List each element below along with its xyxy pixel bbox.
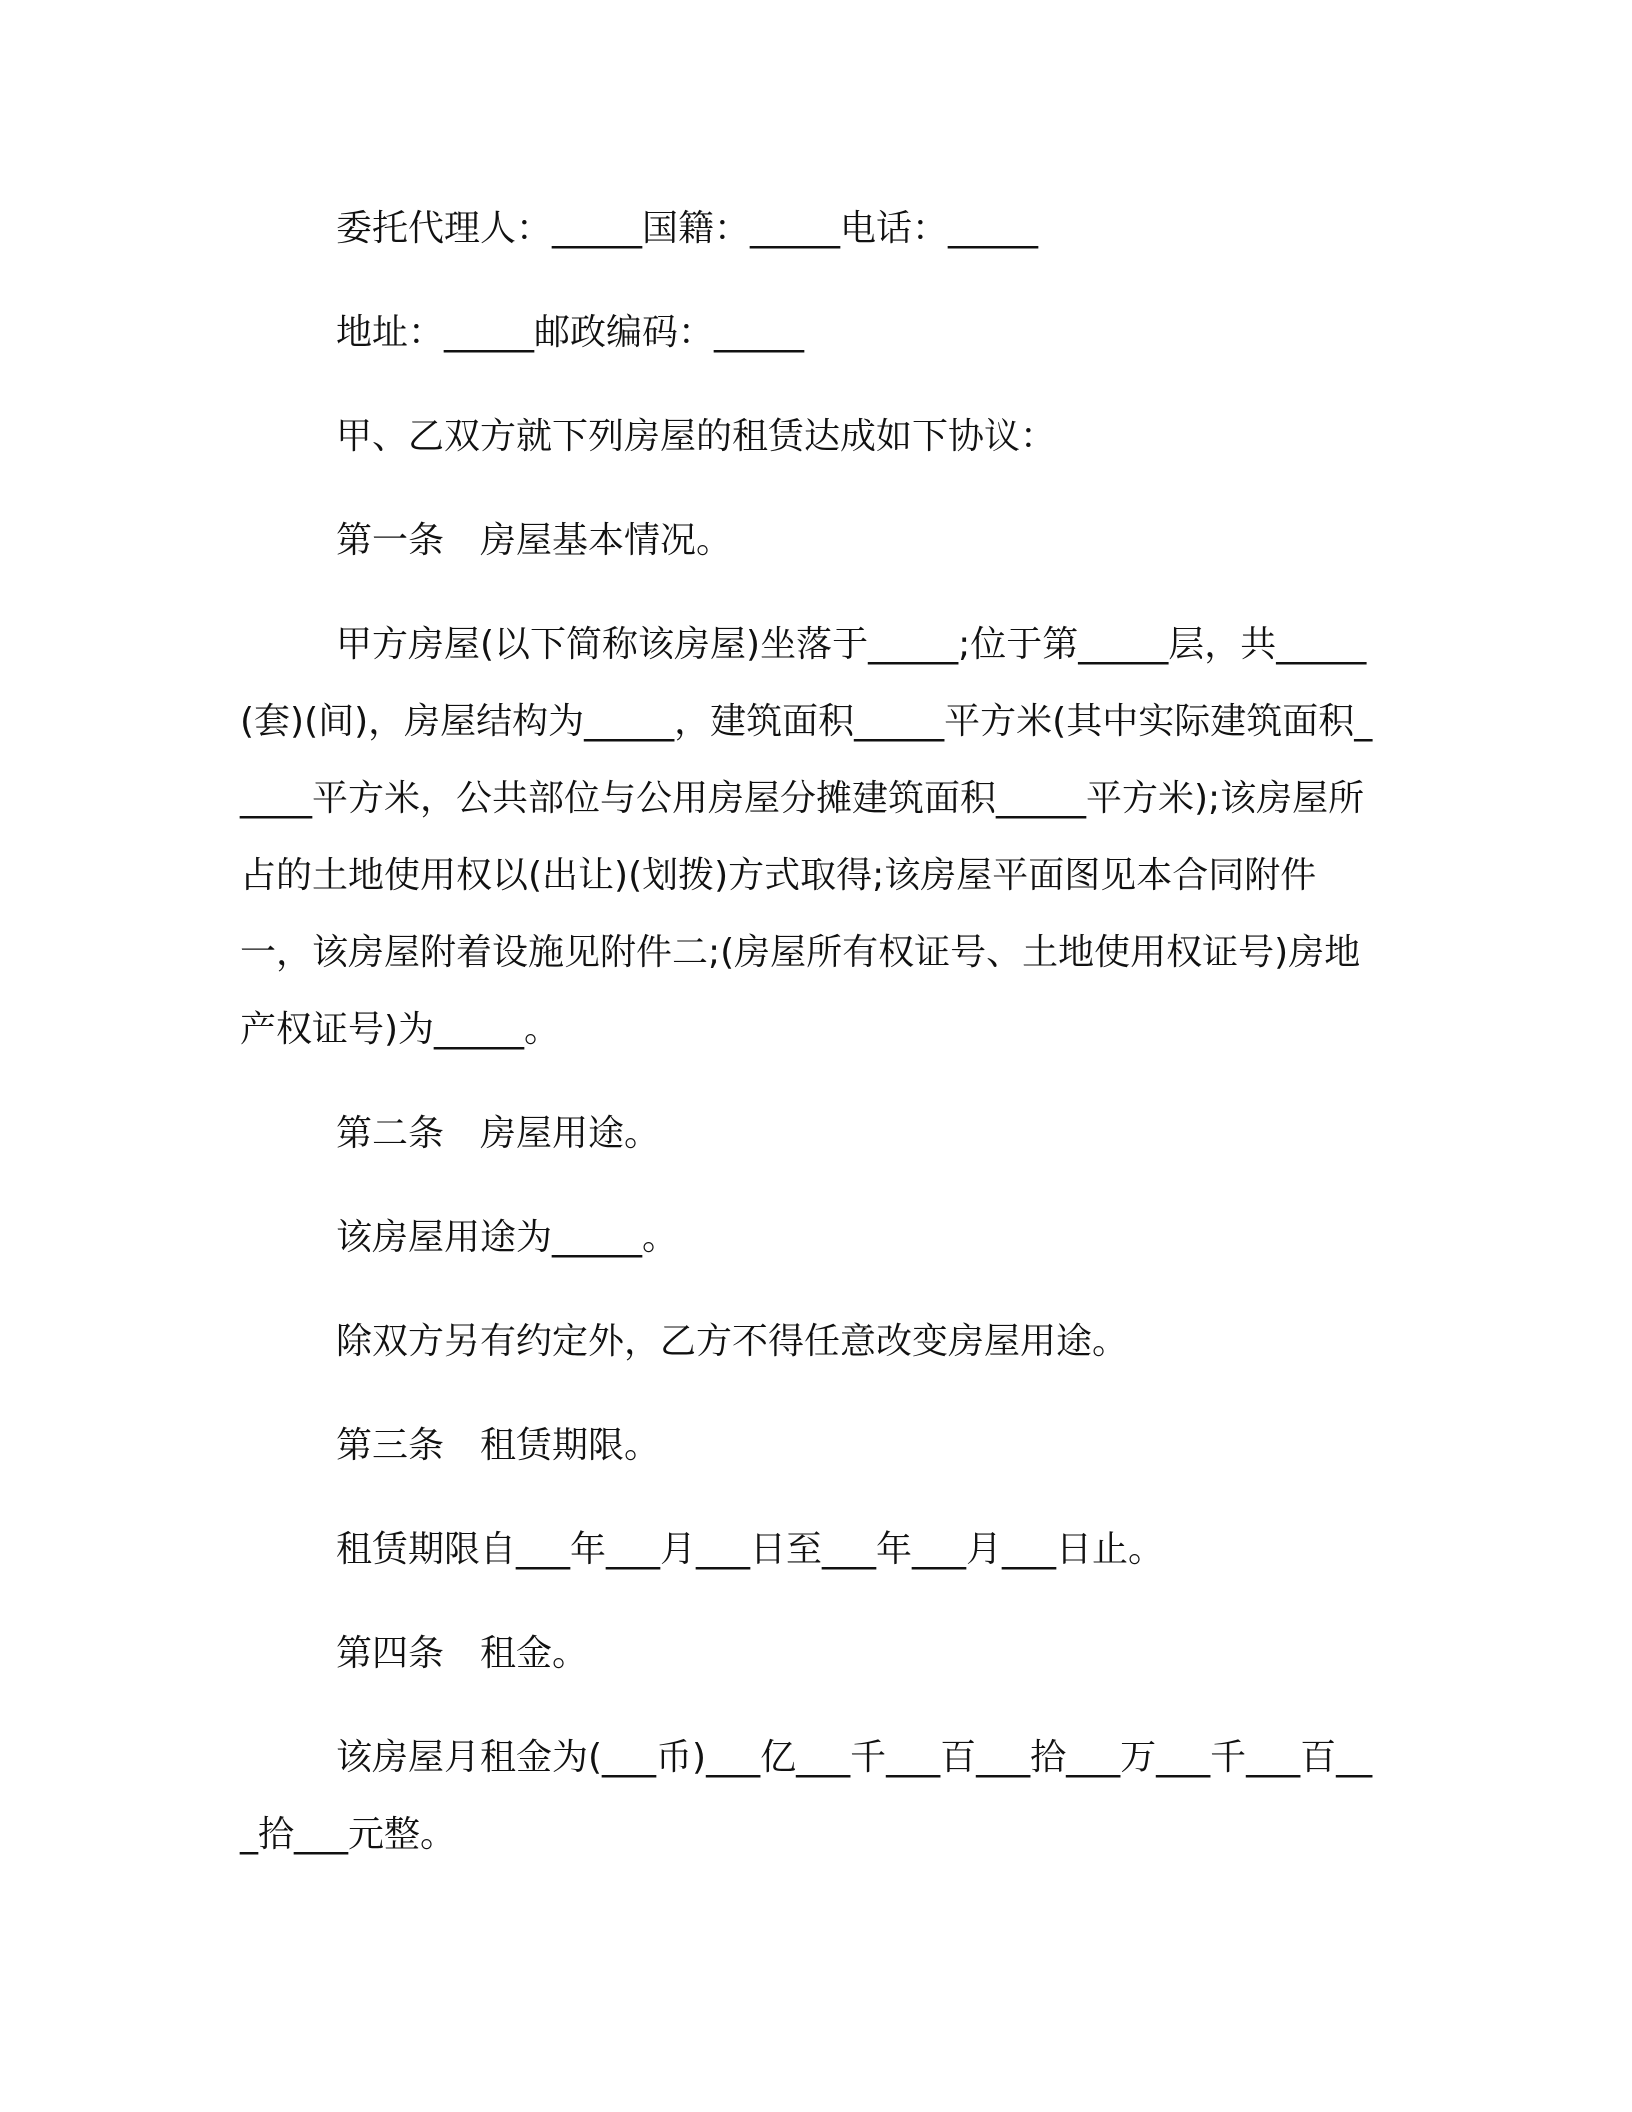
article-3-heading: 第三条 租赁期限。 <box>336 1425 661 1466</box>
article-3-body: 租赁期限自___年___月___日至___年___月___日止。 <box>336 1529 1165 1570</box>
agreement-intro: 甲、乙双方就下列房屋的租赁达成如下协议： <box>336 416 1057 457</box>
article-2-body-restriction: 除双方另有约定外，乙方不得任意改变房屋用途。 <box>336 1321 1129 1362</box>
document-body <box>240 190 1380 1900</box>
address-line: 地址：_____邮政编码：_____ <box>336 312 805 353</box>
agent-info-line: 委托代理人：_____国籍：_____电话：_____ <box>336 208 1039 249</box>
article-1-body: 甲方房屋(以下简称该房屋)坐落于_____;位于第_____层，共_____(套)(间)，房屋结构为_____，建筑面积_____平方米(其中实际建筑面积_____平方米，公共部位与公用房屋分摊建筑面积_____平方米);该房屋所占的土地使用权以(出让)(划拨)方式取得;该房屋平面图见本合同附件一，该房屋附着设施见附件二;(房屋所有权证号、土地使用权证号)房地产权证号)为_____。 <box>240 624 1373 1050</box>
article-1-heading: 第一条 房屋基本情况。 <box>336 520 733 561</box>
article-4-heading: 第四条 租金。 <box>336 1633 589 1674</box>
article-4-body: 该房屋月租金为(___币)___亿___千___百___拾___万___千___百___拾___元整。 <box>240 1737 1373 1855</box>
article-2-body-use: 该房屋用途为_____。 <box>336 1217 679 1258</box>
article-2-heading: 第二条 房屋用途。 <box>336 1113 661 1154</box>
